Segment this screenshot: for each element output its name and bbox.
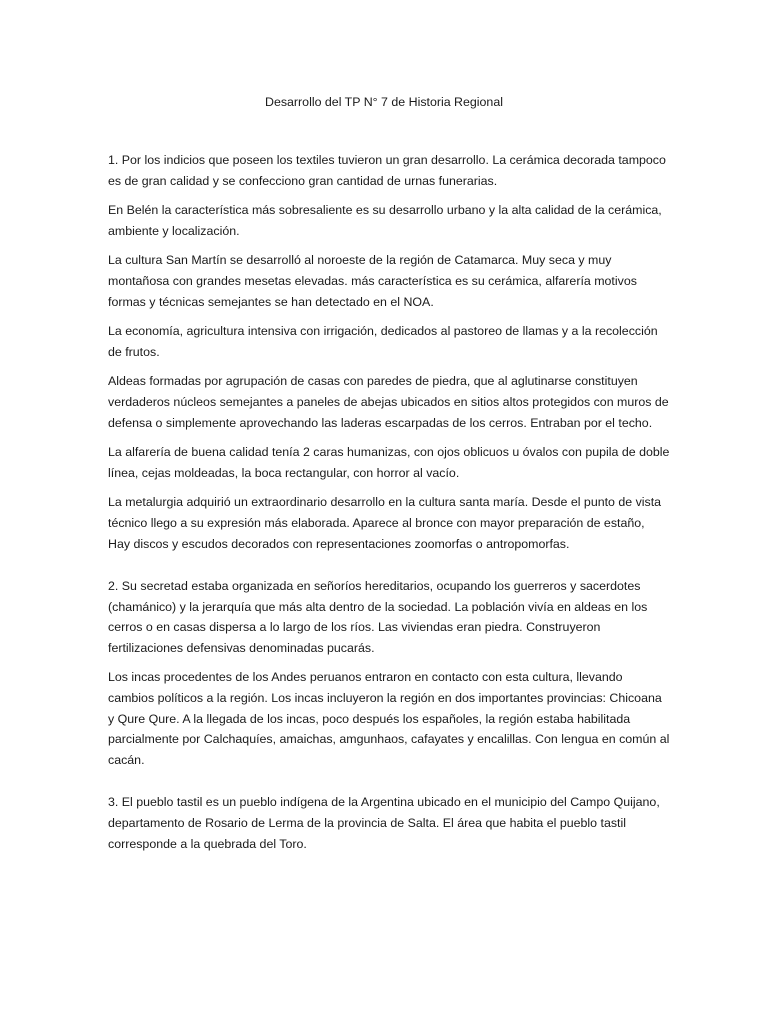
paragraph-economia: La economía, agricultura intensiva con irrigación, dedicados al pastoreo de llamas y a la recolección de frutos. <box>108 324 658 359</box>
paragraph-aldeas: Aldeas formadas por agrupación de casas con paredes de piedra, que al aglutinarse constituyen verdaderos núcleos semejantes a paneles de abejas ubicados en sitios altos protegidos con muros de defensa o simplemente aprovechando las laderas escarpadas de los cerros. Entraban por el techo. <box>108 374 669 430</box>
paragraph-san-martin: La cultura San Martín se desarrolló al noroeste de la región de Catamarca. Muy seca y muy montañosa con grandes mesetas elevadas. más característica es su cerámica, alfarería motivos formas y técnicas semejantes se han detectado en el NOA. <box>108 253 637 309</box>
paragraph-alfareria: La alfarería de buena calidad tenía 2 caras humanizas, con ojos oblicuos u óvalos con pupila de doble línea, cejas moldeadas, la boca rectangular, con horror al vacío. <box>108 445 670 480</box>
paragraph-incas: Los incas procedentes de los Andes peruanos entraron en contacto con esta cultura, llevando cambios políticos a la región. Los incas incluyeron la región en dos importantes provincias: Chicoana y Qure Qure. A la llegada de los incas, poco después los españoles, la región estaba habilitada parcialmente por Calchaquíes, amaichas, amgunhaos, cafayates y encalillas. Con lengua en común al cacán. <box>108 670 670 767</box>
paragraph-belen: En Belén la característica más sobresaliente es su desarrollo urbano y la alta calidad de la cerámica, ambiente y localización. <box>108 203 662 238</box>
paragraph-1-textiles: 1. Por los indicios que poseen los textiles tuvieron un gran desarrollo. La cerámica decorada tampoco es de gran calidad y se confecciono gran cantidad de urnas funerarias. <box>108 153 666 188</box>
paragraph-metalurgia: La metalurgia adquirió un extraordinario desarrollo en la cultura santa maría. Desde el punto de vista técnico llego a su expresión más elaborada. Aparece al bronce con mayor preparación de estaño, Hay discos y escudos decorados con representaciones zoomorfas o antropomorfas. <box>108 495 662 551</box>
document-body <box>108 150 670 863</box>
paragraph-2-sociedad: 2. Su secretad estaba organizada en señoríos hereditarios, ocupando los guerreros y sacerdotes (chamánico) y la jerarquía que más alta dentro de la sociedad. La población vivía en aldeas en los cerros o en casas dispersa a lo largo de los ríos. Las viviendas eran piedra. Construyeron fertilizaciones defensivas denominadas pucarás. <box>108 579 648 655</box>
paragraph-3-tastil: 3. El pueblo tastil es un pueblo indígena de la Argentina ubicado en el municipio del Campo Quijano, departamento de Rosario de Lerma de la provincia de Salta. El área que habita el pueblo tastil corresponde a la quebrada del Toro. <box>108 795 660 851</box>
document-title: Desarrollo del TP N° 7 de Historia Regional <box>265 95 503 109</box>
